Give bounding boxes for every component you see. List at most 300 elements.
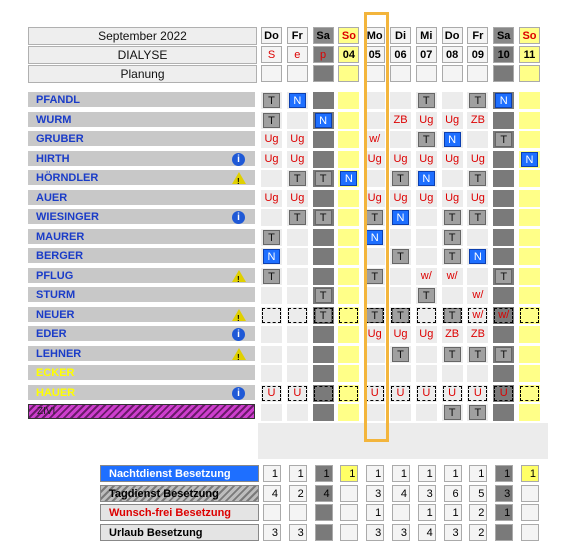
summary-value: 3 [444, 524, 462, 541]
summary-value [340, 485, 358, 502]
grid-spacer [258, 423, 548, 459]
shift-cell[interactable]: Ug [442, 112, 463, 129]
shift-cell[interactable]: N [416, 170, 437, 187]
day-date-1: e [287, 46, 308, 63]
shift-cell[interactable] [338, 92, 359, 109]
day-plan-3 [338, 65, 359, 82]
shift-cell[interactable]: T [442, 229, 463, 246]
shift-cell[interactable]: ZB [467, 112, 488, 129]
shift-cell[interactable]: w/ [364, 131, 385, 148]
shift-cell[interactable] [467, 131, 488, 148]
shift-cell[interactable] [364, 346, 385, 363]
day-of-week-5: Di [390, 27, 411, 44]
shift-cell[interactable]: N [390, 209, 411, 226]
shift-cell[interactable] [287, 346, 308, 363]
shift-cell[interactable]: T [416, 92, 437, 109]
shift-cell[interactable] [493, 151, 514, 168]
shift-cell[interactable] [313, 346, 334, 363]
staff-name: HÖRNDLER [36, 172, 99, 184]
shift-cell[interactable] [390, 365, 411, 382]
shift-cell[interactable] [261, 365, 282, 382]
shift-cell[interactable]: T [416, 131, 437, 148]
shift-cell[interactable]: U [467, 385, 488, 402]
staff-row-neuer[interactable] [28, 307, 255, 324]
day-date-3: 04 [338, 46, 359, 63]
shift-cell[interactable]: N [493, 92, 514, 109]
shift-cell[interactable] [416, 365, 437, 382]
shift-cell[interactable]: T [287, 209, 308, 226]
day-plan-1 [287, 65, 308, 82]
summary-value: 5 [469, 485, 487, 502]
shift-cell[interactable]: U [287, 385, 308, 402]
shift-cell[interactable]: Ug [390, 326, 411, 343]
shift-cell[interactable] [338, 151, 359, 168]
shift-cell[interactable]: U [261, 385, 282, 402]
summary-value [289, 504, 307, 521]
shift-cell[interactable] [287, 112, 308, 129]
day-date-4: 05 [364, 46, 385, 63]
shift-cell[interactable]: Ug [287, 190, 308, 207]
shift-cell[interactable] [364, 170, 385, 187]
shift-cell[interactable]: N [467, 248, 488, 265]
staff-row-lehner[interactable] [28, 346, 255, 363]
shift-cell[interactable]: T [261, 92, 282, 109]
shift-cell[interactable] [338, 248, 359, 265]
staff-name: MAURER [36, 230, 85, 243]
staff-row-auer[interactable] [28, 190, 255, 207]
shift-cell[interactable] [519, 170, 540, 187]
shift-cell[interactable] [261, 346, 282, 363]
day-date-0: S [261, 46, 282, 63]
info-icon[interactable]: i [232, 153, 245, 166]
shift-cell[interactable] [364, 287, 385, 304]
shift-cell[interactable]: T [467, 170, 488, 187]
summary-label-2: Wunsch-frei Besetzung [100, 504, 259, 521]
staff-name: EDER [36, 328, 67, 340]
shift-cell[interactable]: T [442, 248, 463, 265]
shift-cell[interactable] [467, 229, 488, 246]
summary-value [315, 504, 333, 521]
staff-row-zivi[interactable] [28, 404, 255, 419]
summary-value: 1 [495, 504, 513, 521]
shift-cell[interactable] [313, 365, 334, 382]
staff-name: HAUER [36, 386, 76, 399]
shift-cell[interactable]: w/ [467, 307, 488, 324]
shift-cell[interactable] [338, 229, 359, 246]
summary-value: 1 [289, 465, 307, 482]
shift-cell[interactable]: Ug [287, 131, 308, 148]
summary-value: 3 [495, 485, 513, 502]
shift-cell[interactable] [261, 209, 282, 226]
shift-cell[interactable]: Ug [364, 326, 385, 343]
shift-cell[interactable]: w/ [493, 307, 514, 324]
shift-cell[interactable]: N [519, 151, 540, 168]
summary-value: 4 [392, 485, 410, 502]
staff-name: GRUBER [36, 133, 84, 145]
shift-cell[interactable] [493, 365, 514, 382]
shift-cell[interactable]: T [467, 209, 488, 226]
info-icon[interactable]: i [232, 387, 245, 400]
warning-icon[interactable]: ! [232, 348, 246, 360]
shift-cell[interactable]: Ug [467, 190, 488, 207]
shift-cell[interactable] [364, 365, 385, 382]
summary-value: 3 [418, 485, 436, 502]
shift-cell[interactable] [390, 229, 411, 246]
shift-cell[interactable] [493, 326, 514, 343]
summary-value: 6 [444, 485, 462, 502]
shift-cell[interactable]: Ug [261, 190, 282, 207]
staff-name: STURM [36, 289, 76, 301]
shift-cell[interactable] [416, 209, 437, 226]
shift-cell[interactable]: T [493, 346, 514, 363]
shift-cell[interactable]: U [390, 385, 411, 402]
staff-name: WIESINGER [36, 211, 99, 223]
summary-value: 1 [469, 465, 487, 482]
shift-cell[interactable] [493, 248, 514, 265]
staff-name: WURM [36, 113, 72, 126]
shift-cell[interactable]: T [313, 307, 334, 324]
shift-cell[interactable]: Ug [416, 112, 437, 129]
shift-cell[interactable]: T [313, 170, 334, 187]
day-date-5: 06 [390, 46, 411, 63]
staff-row-sturm[interactable] [28, 287, 255, 304]
shift-cell[interactable] [442, 287, 463, 304]
shift-cell[interactable]: N [364, 229, 385, 246]
shift-cell[interactable]: T [313, 287, 334, 304]
day-plan-4 [364, 65, 385, 82]
shift-cell[interactable] [390, 287, 411, 304]
staff-row-hirth[interactable] [28, 151, 255, 168]
shift-cell[interactable] [390, 404, 411, 421]
shift-cell[interactable] [338, 190, 359, 207]
shift-cell[interactable] [416, 229, 437, 246]
shift-cell[interactable] [313, 190, 334, 207]
day-plan-2 [313, 65, 334, 82]
shift-cell[interactable] [287, 248, 308, 265]
day-plan-9 [493, 65, 514, 82]
shift-cell[interactable] [467, 268, 488, 285]
shift-cell[interactable]: T [287, 170, 308, 187]
warning-icon[interactable]: ! [232, 270, 246, 282]
shift-cell[interactable] [390, 268, 411, 285]
summary-value: 1 [392, 465, 410, 482]
summary-value: 1 [521, 465, 539, 482]
shift-cell[interactable] [313, 131, 334, 148]
shift-cell[interactable]: T [493, 268, 514, 285]
warning-icon[interactable]: ! [232, 172, 246, 184]
shift-cell[interactable] [493, 229, 514, 246]
shift-cell[interactable]: N [313, 112, 334, 129]
shift-cell[interactable] [519, 190, 540, 207]
shift-cell[interactable]: w/ [442, 268, 463, 285]
shift-cell[interactable] [338, 404, 359, 421]
summary-label-0: Nachtdienst Besetzung [100, 465, 259, 482]
summary-value [521, 524, 539, 541]
summary-value [495, 524, 513, 541]
shift-cell[interactable]: ZB [467, 326, 488, 343]
day-plan-8 [467, 65, 488, 82]
summary-value: 4 [263, 485, 281, 502]
staff-row-berger[interactable] [28, 248, 255, 265]
shift-cell[interactable] [287, 307, 308, 324]
shift-cell[interactable]: Ug [467, 151, 488, 168]
shift-cell[interactable] [519, 326, 540, 343]
shift-cell[interactable]: T [390, 346, 411, 363]
summary-value: 3 [263, 524, 281, 541]
shift-cell[interactable]: T [467, 404, 488, 421]
staff-row-pfandl[interactable] [28, 92, 255, 109]
shift-cell[interactable] [416, 346, 437, 363]
shift-cell[interactable] [519, 404, 540, 421]
shift-cell[interactable] [364, 112, 385, 129]
day-of-week-4: Mo [364, 27, 385, 44]
summary-label-1: Tagdienst Besetzung [100, 485, 259, 502]
shift-cell[interactable] [287, 229, 308, 246]
day-date-2: p [313, 46, 334, 63]
shift-cell[interactable] [313, 326, 334, 343]
header-unit: DIALYSE [28, 46, 257, 64]
shift-cell[interactable] [364, 248, 385, 265]
shift-cell[interactable]: T [261, 112, 282, 129]
shift-cell[interactable] [416, 404, 437, 421]
day-of-week-7: Do [442, 27, 463, 44]
shift-cell[interactable]: Ug [416, 190, 437, 207]
shift-cell[interactable]: T [390, 307, 411, 324]
shift-cell[interactable] [287, 404, 308, 421]
day-plan-7 [442, 65, 463, 82]
info-icon[interactable]: i [232, 328, 245, 341]
summary-label-3: Urlaub Besetzung [100, 524, 259, 541]
shift-cell[interactable]: T [390, 170, 411, 187]
summary-value: 1 [315, 465, 333, 482]
shift-cell[interactable] [338, 287, 359, 304]
shift-cell[interactable]: Ug [261, 151, 282, 168]
shift-cell[interactable]: U [416, 385, 437, 402]
staff-name: PFLUG [36, 269, 74, 282]
summary-value: 3 [366, 524, 384, 541]
staff-row-wurm[interactable] [28, 112, 255, 129]
shift-cell[interactable]: U [493, 385, 514, 402]
shift-cell[interactable] [519, 209, 540, 226]
summary-value: 1 [495, 465, 513, 482]
staff-name: ZIVI [37, 406, 56, 417]
shift-cell[interactable] [519, 287, 540, 304]
shift-cell[interactable] [519, 346, 540, 363]
staff-row-maurer[interactable] [28, 229, 255, 246]
staff-name: PFANDL [36, 94, 80, 106]
shift-cell[interactable] [313, 151, 334, 168]
shift-cell[interactable] [364, 92, 385, 109]
day-of-week-3: So [338, 27, 359, 44]
shift-cell[interactable]: T [261, 229, 282, 246]
summary-value: 4 [315, 485, 333, 502]
shift-cell[interactable] [287, 326, 308, 343]
shift-cell[interactable] [519, 248, 540, 265]
day-of-week-1: Fr [287, 27, 308, 44]
shift-cell[interactable] [493, 190, 514, 207]
shift-cell[interactable] [519, 385, 540, 402]
shift-cell[interactable]: N [287, 92, 308, 109]
shift-cell[interactable] [338, 365, 359, 382]
shift-cell[interactable] [519, 365, 540, 382]
day-of-week-10: So [519, 27, 540, 44]
shift-cell[interactable] [338, 385, 359, 402]
shift-cell[interactable]: w/ [467, 287, 488, 304]
shift-cell[interactable]: Ug [287, 151, 308, 168]
shift-cell[interactable] [313, 268, 334, 285]
shift-cell[interactable] [338, 307, 359, 324]
shift-cell[interactable] [261, 170, 282, 187]
shift-cell[interactable] [519, 92, 540, 109]
shift-cell[interactable] [390, 131, 411, 148]
shift-cell[interactable]: T [442, 209, 463, 226]
shift-cell[interactable] [519, 131, 540, 148]
shift-cell[interactable]: Ug [364, 151, 385, 168]
day-plan-10 [519, 65, 540, 82]
warning-icon[interactable]: ! [232, 309, 246, 321]
staff-name: NEUER [36, 308, 75, 321]
staff-row-ecker[interactable] [28, 365, 255, 382]
shift-cell[interactable]: N [261, 248, 282, 265]
shift-cell[interactable] [442, 365, 463, 382]
shift-cell[interactable] [313, 404, 334, 421]
shift-cell[interactable] [519, 112, 540, 129]
summary-value [392, 504, 410, 521]
shift-cell[interactable]: T [364, 268, 385, 285]
shift-cell[interactable] [338, 112, 359, 129]
summary-value [340, 524, 358, 541]
day-date-8: 09 [467, 46, 488, 63]
staff-name: BERGER [36, 250, 84, 262]
shift-cell[interactable]: T [442, 307, 463, 324]
summary-value [521, 504, 539, 521]
day-of-week-9: Sa [493, 27, 514, 44]
day-of-week-2: Sa [313, 27, 334, 44]
shift-cell[interactable]: Ug [416, 326, 437, 343]
shift-cell[interactable] [287, 268, 308, 285]
shift-cell[interactable] [493, 287, 514, 304]
shift-cell[interactable] [519, 229, 540, 246]
shift-cell[interactable] [467, 365, 488, 382]
shift-cell[interactable] [493, 209, 514, 226]
shift-cell[interactable]: T [390, 248, 411, 265]
staff-row-hörndler[interactable] [28, 170, 255, 187]
shift-cell[interactable]: T [467, 346, 488, 363]
shift-cell[interactable]: T [467, 92, 488, 109]
shift-cell[interactable] [287, 365, 308, 382]
shift-cell[interactable]: Ug [442, 190, 463, 207]
staff-row-eder[interactable] [28, 326, 255, 343]
shift-cell[interactable]: N [442, 131, 463, 148]
summary-value: 1 [366, 504, 384, 521]
summary-value: 1 [418, 504, 436, 521]
shift-cell[interactable] [313, 248, 334, 265]
shift-cell[interactable]: T [261, 268, 282, 285]
shift-cell[interactable] [519, 268, 540, 285]
shift-cell[interactable]: Ug [261, 131, 282, 148]
shift-cell[interactable]: ZB [442, 326, 463, 343]
shift-cell[interactable]: T [364, 307, 385, 324]
shift-cell[interactable] [313, 385, 334, 402]
shift-cell[interactable]: T [364, 209, 385, 226]
shift-cell[interactable] [313, 229, 334, 246]
staff-row-pflug[interactable] [28, 268, 255, 285]
staff-row-wiesinger[interactable] [28, 209, 255, 226]
staff-row-gruber[interactable] [28, 131, 255, 148]
shift-cell[interactable]: w/ [416, 268, 437, 285]
staff-row-hauer[interactable] [28, 385, 255, 402]
shift-cell[interactable] [338, 346, 359, 363]
shift-cell[interactable]: T [493, 131, 514, 148]
shift-cell[interactable] [338, 131, 359, 148]
staff-name: LEHNER [36, 347, 82, 360]
shift-cell[interactable] [338, 326, 359, 343]
shift-cell[interactable]: Ug [442, 151, 463, 168]
shift-cell[interactable]: Ug [390, 151, 411, 168]
shift-cell[interactable]: T [442, 346, 463, 363]
shift-cell[interactable] [313, 92, 334, 109]
shift-cell[interactable] [261, 404, 282, 421]
summary-value [521, 485, 539, 502]
summary-value: 1 [263, 465, 281, 482]
day-plan-0 [261, 65, 282, 82]
shift-cell[interactable] [261, 287, 282, 304]
header-mode[interactable]: Planung [28, 65, 257, 83]
shift-cell[interactable] [442, 170, 463, 187]
shift-cell[interactable] [338, 209, 359, 226]
shift-cell[interactable] [493, 404, 514, 421]
shift-cell[interactable]: T [313, 209, 334, 226]
shift-cell[interactable] [261, 307, 282, 324]
shift-cell[interactable]: N [338, 170, 359, 187]
shift-cell[interactable] [364, 404, 385, 421]
shift-cell[interactable]: U [364, 385, 385, 402]
shift-cell[interactable]: T [416, 287, 437, 304]
shift-cell[interactable]: T [442, 404, 463, 421]
summary-value [315, 524, 333, 541]
shift-cell[interactable] [338, 268, 359, 285]
shift-cell[interactable] [390, 92, 411, 109]
summary-value: 1 [444, 504, 462, 521]
shift-cell[interactable] [261, 326, 282, 343]
shift-cell[interactable] [287, 287, 308, 304]
shift-cell[interactable]: Ug [390, 190, 411, 207]
shift-cell[interactable]: ZB [390, 112, 411, 129]
shift-cell[interactable]: Ug [364, 190, 385, 207]
day-of-week-8: Fr [467, 27, 488, 44]
info-icon[interactable]: i [232, 211, 245, 224]
shift-cell[interactable] [519, 307, 540, 324]
shift-cell[interactable] [493, 170, 514, 187]
shift-cell[interactable]: U [442, 385, 463, 402]
staff-name: HIRTH [36, 152, 70, 165]
summary-value: 1 [418, 465, 436, 482]
shift-cell[interactable]: Ug [416, 151, 437, 168]
staff-name: AUER [36, 191, 68, 204]
header-month: September 2022 [28, 27, 257, 45]
summary-value: 4 [418, 524, 436, 541]
day-of-week-0: Do [261, 27, 282, 44]
shift-cell[interactable] [442, 92, 463, 109]
summary-value: 3 [366, 485, 384, 502]
shift-cell[interactable] [493, 112, 514, 129]
summary-value [340, 504, 358, 521]
shift-cell[interactable] [416, 307, 437, 324]
shift-cell[interactable] [416, 248, 437, 265]
day-date-9: 10 [493, 46, 514, 63]
day-of-week-6: Mi [416, 27, 437, 44]
summary-value: 3 [392, 524, 410, 541]
